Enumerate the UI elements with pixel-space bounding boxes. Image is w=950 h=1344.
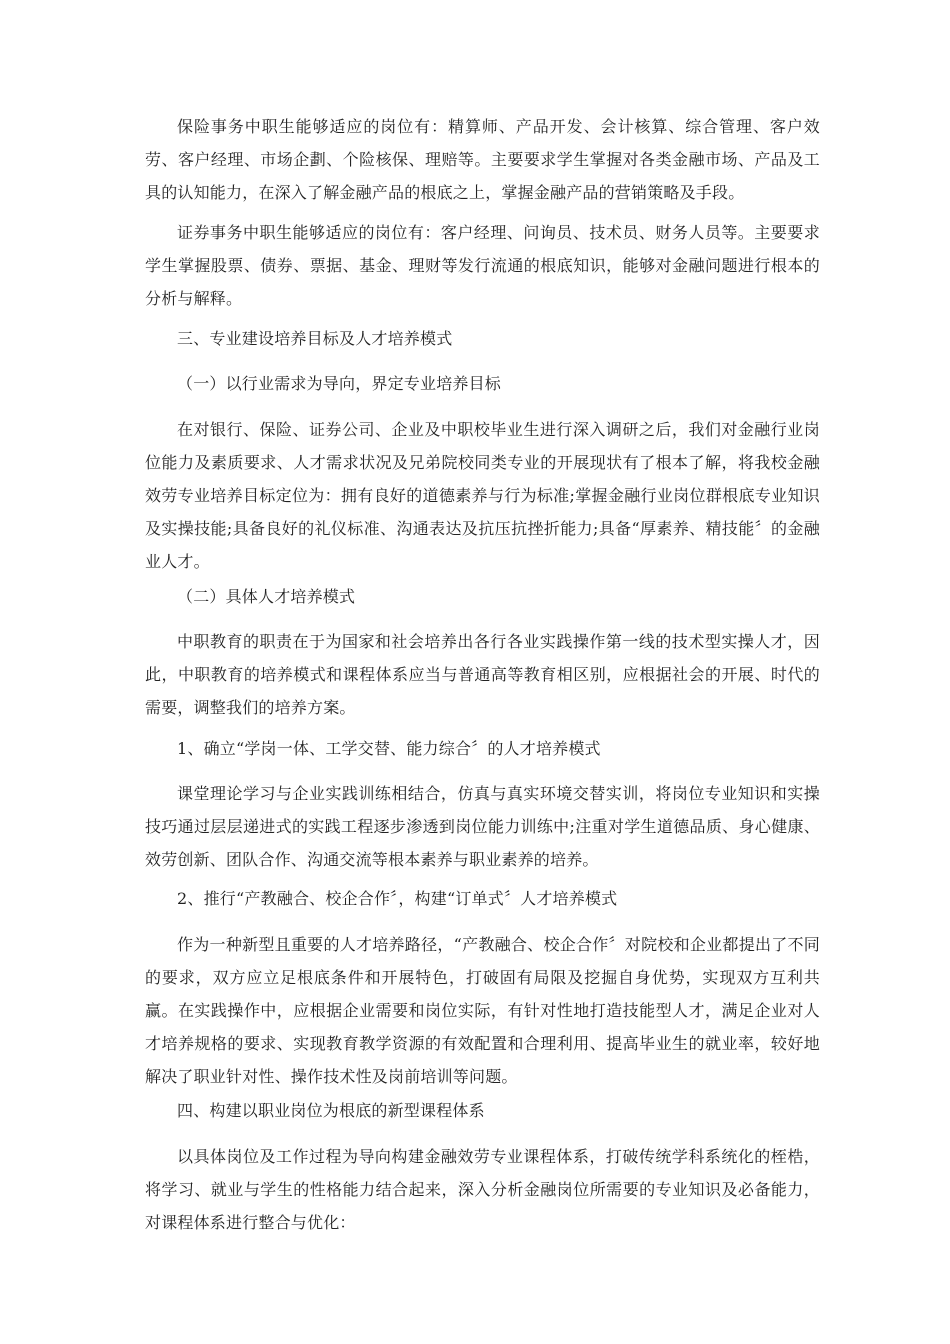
- paragraph-insurance-positions: 保险事务中职生能够适应的岗位有：精算师、产品开发、会计核算、综合管理、客户效劳、客户经理、市场企劃、个险核保、理赔等。主要要求学生掌握对各类金融市场、产品及工具的认知能力，在深入了解金融产品的根底之上，掌握金融产品的营销策略及手段。: [145, 117, 820, 202]
- paragraph-curriculum: 以具体岗位及工作过程为导向构建金融效劳专业课程体系，打破传统学科系统化的桎梏，将学习、就业与学生的性格能力结合起来，深入分析金融岗位所需要的专业知识及必备能力，对课程体系进行整合与优化：: [145, 1147, 820, 1232]
- item-heading-2: 2、推行“产教融合、校企合作〞，构建“订单式〞人才培养模式: [177, 889, 618, 908]
- item-heading-1: 1、确立“学岗一体、工学交替、能力综合〞的人才培养模式: [177, 739, 601, 758]
- subsection-heading-2: （二）具体人才培养模式: [177, 587, 356, 606]
- section-heading-3: 三、专业建设培养目标及人才培养模式: [177, 329, 453, 348]
- paragraph-classroom-practice: 课堂理论学习与企业实践训练相结合，仿真与真实环境交替实训，将岗位专业知识和实操技巧通过层层递进式的实践工程逐步渗透到岗位能力训练中;注重对学生道德品质、身心健康、效劳创新、团队合作、沟通交流等根本素养与职业素养的培养。: [145, 784, 820, 869]
- paragraph-school-enterprise: 作为一种新型且重要的人才培养路径，“产教融合、校企合作〞对院校和企业都提出了不同的要求，双方应立足根底条件和开展特色，打破固有局限及挖掘自身优势，实现双方互利共赢。在实践操作中，应根据企业需要和岗位实际，有针对性地打造技能型人才，满足企业对人才培养规格的要求、实现教育教学资源的有效配置和合理利用、提高毕业生的就业率，较好地解决了职业针对性、操作技术性及岗前培训等问题。: [145, 935, 820, 1086]
- subsection-heading-1: （一）以行业需求为导向，界定专业培养目标: [177, 374, 502, 393]
- paragraph-training-goal: 在对银行、保险、证券公司、企业及中职校毕业生进行深入调研之后，我们对金融行业岗位能力及素质要求、人才需求状况及兄弟院校同类专业的开展现状有了根本了解，将我校金融效劳专业培养目标定位为：拥有良好的道德素养与行为标准;掌握金融行业岗位群根底专业知识及实操技能;具备良好的礼仪标准、沟通表达及抗压抗挫折能力;具备“厚素养、精技能〞的金融业人才。: [145, 420, 820, 571]
- paragraph-securities-positions: 证券事务中职生能够适应的岗位有：客户经理、问询员、技术员、财务人员等。主要要求学生掌握股票、债券、票据、基金、理财等发行流通的根底知识，能够对金融问题进行根本的分析与解释。: [145, 223, 820, 308]
- section-heading-4: 四、构建以职业岗位为根底的新型课程体系: [177, 1101, 485, 1120]
- paragraph-vocational-education: 中职教育的职责在于为国家和社会培养出各行各业实践操作第一线的技术型实操人才，因此，中职教育的培养模式和课程体系应当与普通高等教育相区别，应根据社会的开展、时代的需要，调整我们的培养方案。: [145, 632, 820, 717]
